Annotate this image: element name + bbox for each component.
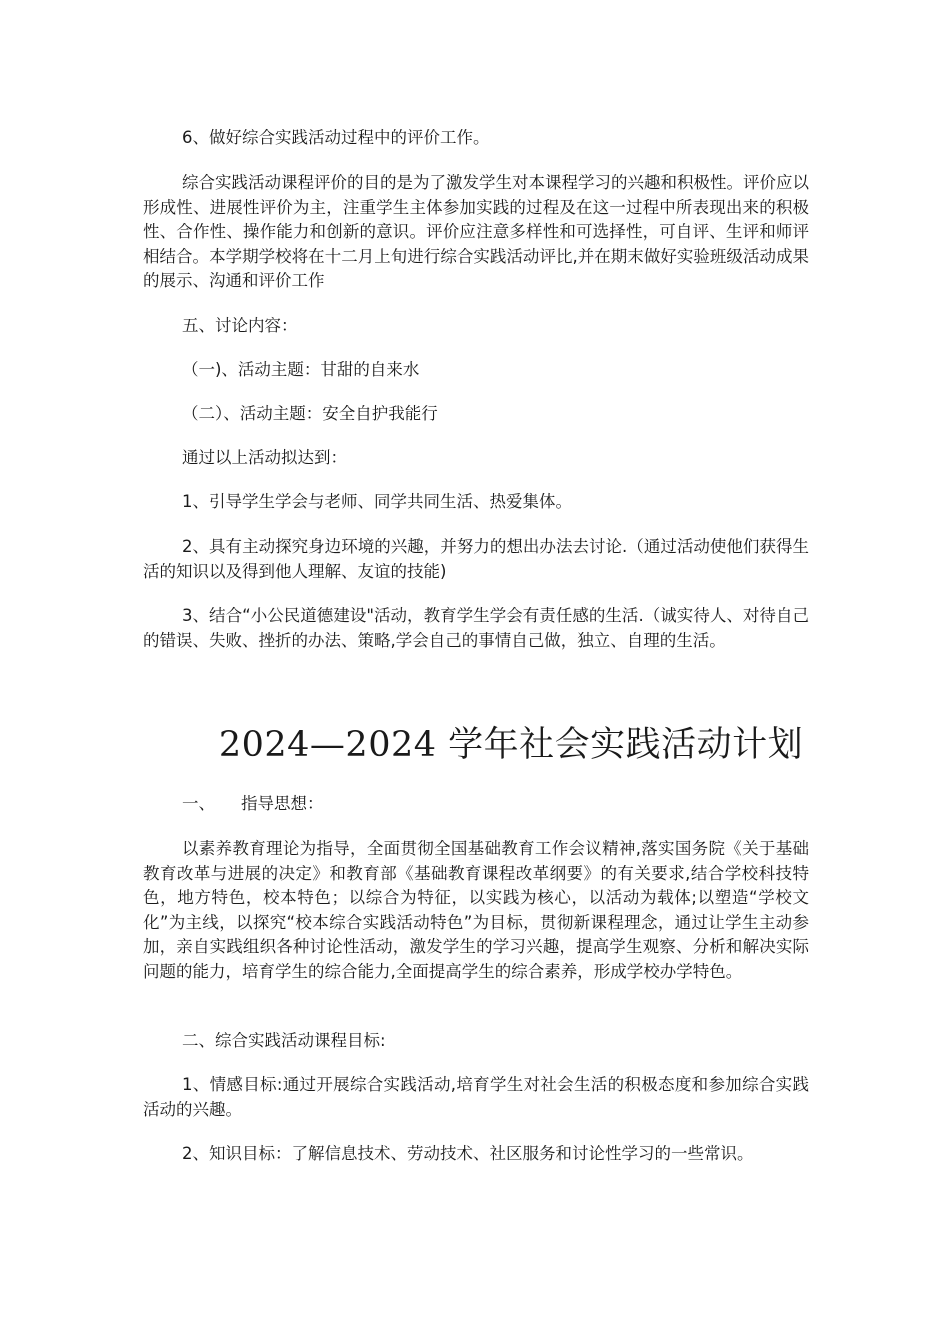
item-6: 6、做好综合实践活动过程中的评价工作。 xyxy=(182,128,490,147)
guiding-paragraph: 以素养教育理论为指导，全面贯彻全国基础教育工作会议精神,落实国务院《关于基础教育改革与进展的决定》和教育部《基础教育课程改革纲要》的有关要求,结合学校科技特色，地方特色，校本特色；以综合为特征，以实践为核心，以活动为载体;以塑造“学校文化”为主线，以探究“校本综合实践活动特色”为目标，贯彻新课程理念，通过让学生主动参加，亲自实践组织各种讨论性活动，激发学生的学习兴趣，提高学生观察、分析和解决实际问题的能力，培育学生的综合能力,全面提高学生的综合素养，形成学校办学特色。 xyxy=(143,839,809,981)
theme-1: （一)、活动主题：甘甜的自来水 xyxy=(182,360,420,379)
plan-heading-1 xyxy=(182,792,809,817)
section-5-heading: 五、讨论内容： xyxy=(182,316,298,335)
theme-2: （二）、活动主题：安全自护我能行 xyxy=(182,404,438,423)
plan-heading-1-number: 一、 xyxy=(182,794,215,813)
evaluation-paragraph: 综合实践活动课程评价的目的是为了激发学生对本课程学习的兴趣和积极性。评价应以形成性、进展性评价为主，注重学生主体参加实践的过程及在这一过程中所表现出来的积极性、合作性、操作能力和创新的意识。评价应注意多样性和可选择性，可自评、生评和师评相结合。本学期学校将在十二月上旬进行综合实践活动评比,并在期末做好实验班级活动成果的展示、沟通和评价工作 xyxy=(143,173,809,290)
objective-1: 1、情感目标:通过开展综合实践活动,培育学生对社会生活的积极态度和参加综合实践活动的兴趣。 xyxy=(143,1075,809,1119)
plan-heading-1-text: 指导思想： xyxy=(241,794,324,813)
goal-2: 2、具有主动探究身边环境的兴趣，并努力的想出办法去讨论.（通过活动使他们获得生活的知识以及得到他人理解、友谊的技能) xyxy=(143,537,809,581)
goal-intro: 通过以上活动拟达到： xyxy=(182,448,347,467)
goal-1: 1、引导学生学会与老师、同学共同生活、热爱集体。 xyxy=(182,492,572,511)
plan-title: 2024—2024 学年社会实践活动计划 xyxy=(218,725,804,765)
goal-3: 3、结合“小公民道德建设"活动，教育学生学会有责任感的生活.（诚实待人、对待自己的错误、失败、挫折的办法、策略,学会自己的事情自己做，独立、自理的生活。 xyxy=(143,606,809,650)
objective-2: 2、知识目标：了解信息技术、劳动技术、社区服务和讨论性学习的一些常识。 xyxy=(182,1144,754,1163)
plan-heading-2: 二、综合实践活动课程目标: xyxy=(182,1031,386,1050)
